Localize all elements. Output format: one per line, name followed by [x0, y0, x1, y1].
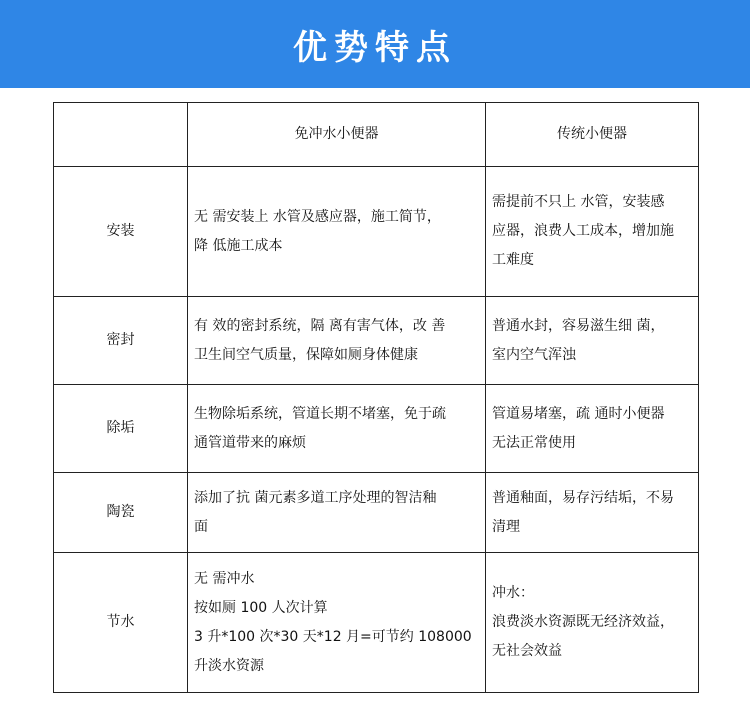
row-label: 除垢 [54, 385, 188, 473]
header-corner-cell [54, 103, 188, 167]
cell-line: 无 需安装上 水管及感应器，施工简节， [194, 208, 441, 225]
cell-line: 面 [194, 518, 208, 535]
cell-line: 无 需冲水 [194, 570, 255, 587]
waterless-cell [188, 553, 486, 693]
cell-line: 冲水： [492, 585, 534, 601]
title-banner [0, 0, 750, 88]
waterless-cell [188, 473, 486, 553]
cell-line: 工难度 [492, 252, 534, 268]
row-label: 陶瓷 [54, 473, 188, 553]
header-traditional-urinal: 传统小便器 [486, 103, 699, 167]
cell-line: 通管道带来的麻烦 [194, 434, 306, 451]
row-label: 密封 [54, 297, 188, 385]
cell-line: 普通水封，容易滋生细 菌， [492, 317, 665, 334]
table-row [54, 385, 699, 473]
cell-line: 普通釉面，易存污结垢，不易 [492, 489, 674, 506]
traditional-cell [486, 473, 699, 553]
cell-line: 无法正常使用 [492, 434, 576, 451]
cell-line: 卫生间空气质量，保障如厕身体健康 [194, 346, 418, 363]
page-title: 优势特点 [293, 27, 457, 68]
waterless-cell [188, 385, 486, 473]
traditional-cell [486, 385, 699, 473]
cell-line: 有 效的密封系统，隔 离有害气体，改 善 [194, 317, 446, 334]
table-header-row [54, 103, 699, 167]
cell-line: 按如厕 100 人次计算 [194, 599, 328, 616]
traditional-cell [486, 553, 699, 693]
waterless-cell [188, 167, 486, 297]
cell-line: 浪费淡水资源既无经济效益， [492, 614, 674, 630]
table-row [54, 473, 699, 553]
header-waterless-urinal: 免冲水小便器 [188, 103, 486, 167]
traditional-cell [486, 167, 699, 297]
cell-line: 清理 [492, 518, 520, 535]
table-row [54, 297, 699, 385]
cell-line: 3 升*100 次*30 天*12 月=可节约 108000 [194, 628, 472, 645]
row-label: 节水 [54, 553, 188, 693]
cell-line: 无社会效益 [492, 643, 562, 659]
cell-line: 升淡水资源 [194, 657, 264, 674]
row-label: 安装 [54, 167, 188, 297]
waterless-cell [188, 297, 486, 385]
cell-line: 需提前不只上 水管，安装感 [492, 194, 665, 210]
traditional-cell [486, 297, 699, 385]
comparison-table [53, 102, 699, 693]
cell-line: 添加了抗 菌元素多道工序处理的智洁釉 [194, 489, 437, 506]
cell-line: 管道易堵塞，疏 通时小便器 [492, 405, 665, 422]
cell-line: 室内空气浑浊 [492, 346, 576, 363]
table-row [54, 553, 699, 693]
cell-line: 生物除垢系统，管道长期不堵塞，免于疏 [194, 405, 446, 422]
cell-line: 应器，浪费人工成本，增加施 [492, 223, 674, 239]
cell-line: 降 低施工成本 [194, 237, 283, 254]
table-row [54, 167, 699, 297]
